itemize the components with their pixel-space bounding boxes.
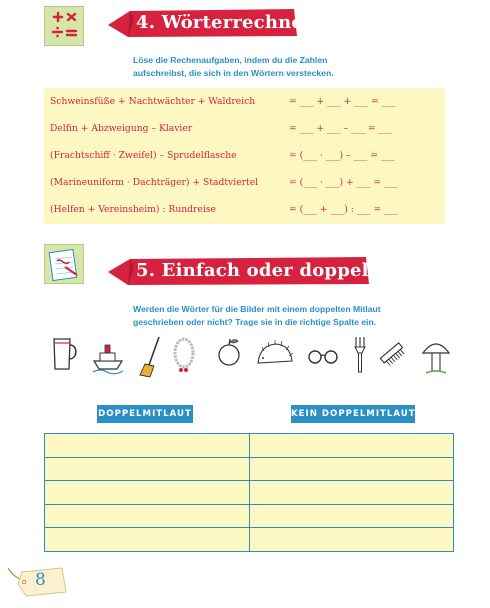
equation-2-words: Delfin + Abzweigung – Klavier — [50, 123, 193, 134]
answer-table — [44, 433, 454, 552]
equation-3-blanks[interactable]: = (___ · ___) – ___ = ___ — [289, 150, 395, 161]
mug-icon — [50, 335, 80, 375]
necklace-icon — [170, 335, 198, 379]
equation-4-words: (Marineuniform · Dachträger) + Stadtviertel — [50, 177, 259, 188]
column-label-doppelmitlaut: DOPPELMITLAUT — [97, 405, 193, 423]
fork-icon — [350, 335, 370, 375]
section-4-instruction-line-2: aufschreibst, die sich in den Wörtern verstecken. — [133, 68, 334, 78]
answer-cell[interactable] — [250, 458, 453, 481]
answer-cell[interactable] — [250, 505, 453, 528]
page-number: 8 — [35, 570, 46, 590]
writing-paper-icon — [44, 244, 84, 284]
answer-cell[interactable] — [45, 481, 250, 505]
hedgehog-icon — [254, 335, 296, 371]
answer-cell[interactable] — [250, 434, 453, 458]
equation-1-blanks[interactable]: = ___ + ___ + ___ = ___ — [289, 96, 396, 107]
answer-cell[interactable] — [45, 458, 250, 481]
equation-1-words: Schweinsfüße + Nachtwächter + Waldreich — [50, 96, 256, 107]
broom-icon — [137, 335, 165, 379]
section-4-banner — [108, 8, 317, 38]
equation-3-words: (Frachtschiff · Zweifel) – Sprudelflasche — [50, 150, 237, 161]
apple-icon — [215, 335, 243, 371]
equation-5-words: (Helfen + Vereinsheim) : Rundreise — [50, 204, 216, 215]
answer-cell[interactable] — [250, 528, 453, 551]
glasses-icon — [306, 335, 340, 371]
section-4-instruction-line-1: Löse die Rechenaufgaben, indem du die Zahlen — [133, 55, 328, 65]
math-symbols-icon — [44, 6, 84, 46]
section-5-instruction-line-2: geschrieben oder nicht? Trage sie in die richtige Spalte ein. — [133, 317, 377, 327]
answer-cell[interactable] — [45, 505, 250, 528]
section-4-title: 4. Wörterrechnen — [136, 12, 317, 33]
equation-4-blanks[interactable]: = (___ · ___) + ___ = ___ — [289, 177, 398, 188]
ship-icon — [91, 335, 125, 375]
mushroom-icon — [420, 335, 452, 379]
equation-2-blanks[interactable]: = ___ + ___ – ___ = ___ — [289, 123, 393, 134]
section-5-title: 5. Einfach oder doppelt? — [136, 260, 388, 281]
answer-cell[interactable] — [45, 528, 250, 551]
answer-cell[interactable] — [250, 481, 453, 505]
answer-cell[interactable] — [45, 434, 250, 458]
equation-5-blanks[interactable]: = (___ + ___) : ___ = ___ — [289, 204, 398, 215]
comb-icon — [378, 335, 410, 377]
section-5-instruction-line-1: Werden die Wörter für die Bilder mit einem doppelten Mitlaut — [133, 304, 381, 314]
section-5-banner — [108, 256, 388, 286]
column-label-kein-doppelmitlaut: KEIN DOPPELMITLAUT — [291, 405, 415, 423]
